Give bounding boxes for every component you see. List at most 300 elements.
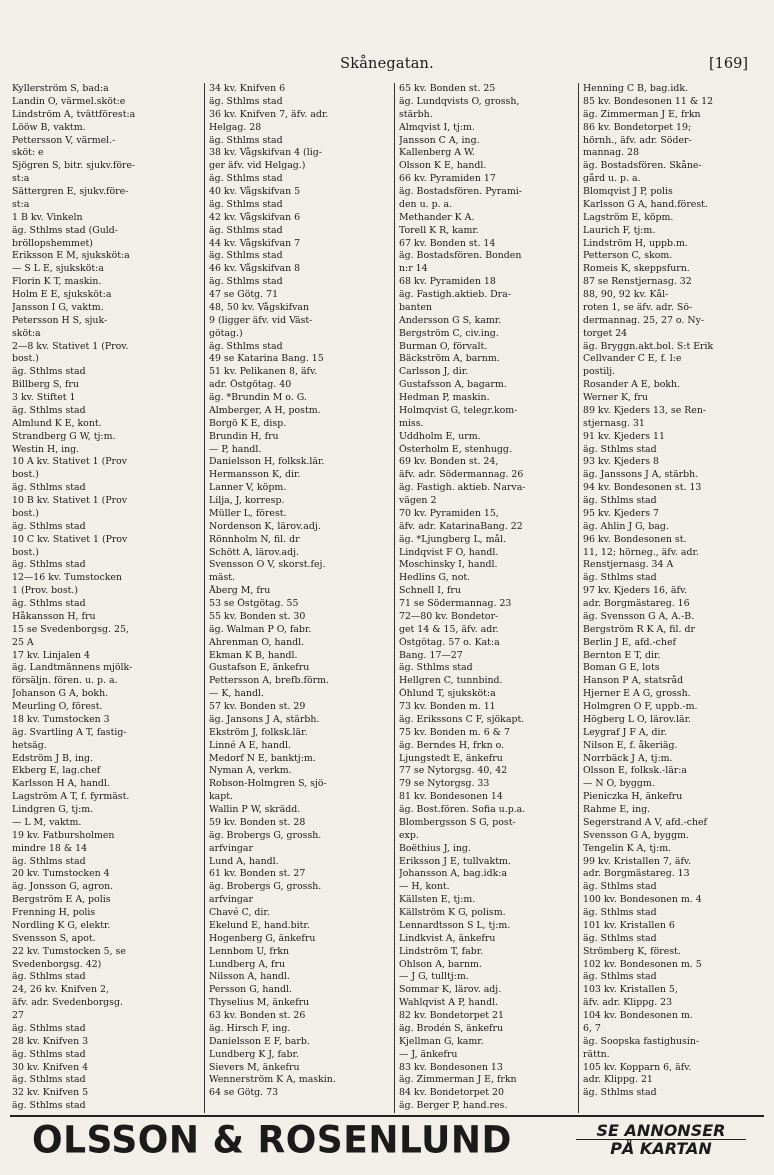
directory-entry: Robson-Holmgren S, sjö-: [209, 778, 327, 790]
directory-entry: Nordenson K, lärov.adj.: [209, 520, 321, 532]
directory-entry: äfv. adr. Svedenborgsg.: [12, 997, 123, 1009]
directory-entry: bost.): [12, 469, 39, 481]
tagline-line-2: PÅ KARTAN: [610, 1139, 712, 1158]
directory-entry: äg. Jansons J A, stärbh.: [209, 713, 320, 725]
directory-entry: Boëthius J, ing.: [399, 842, 471, 854]
directory-entry: Burman O, förvalt.: [399, 340, 488, 352]
directory-entry: 104 kv. Bondesonen m.: [583, 1010, 693, 1021]
directory-entry: 95 kv. Kjeders 7: [583, 507, 659, 519]
directory-entry: Almberger, A H, postm.: [209, 404, 321, 416]
directory-entry: äfv. adr. KatarinaBang. 22: [399, 520, 523, 532]
directory-entry: götag.): [209, 327, 243, 339]
directory-entry: Håkansson H, fru: [12, 610, 96, 622]
directory-entry: Westin H, ing.: [12, 443, 80, 455]
directory-entry: Blomqvist J P, polis: [583, 186, 673, 197]
directory-entry: 89 kv. Kjeders 13, se Ren-: [583, 404, 707, 416]
directory-entry: Chavé C, dir.: [209, 907, 270, 918]
directory-entry: 101 kv. Kristallen 6: [583, 919, 675, 931]
directory-entry: st:a: [12, 173, 30, 185]
directory-entry: Cellvander C E, f. l:e: [583, 353, 682, 365]
directory-entry: Andersson G S, kamr.: [399, 314, 502, 326]
directory-entry: äg. Sthlms stad: [12, 1022, 86, 1034]
tagline-line-1: SE ANNONSER: [576, 1122, 746, 1140]
directory-entry: äg. Zimmerman J E, frkn: [399, 1074, 517, 1086]
directory-entry: äg. Sthlms stad: [12, 520, 86, 532]
directory-entry: äg. Jonsson G, agron.: [12, 881, 114, 893]
directory-entry: 61 kv. Bonden st. 27: [209, 868, 306, 880]
directory-entry: Wennerström K A, maskin.: [209, 1074, 336, 1086]
directory-entry: arfvingar: [209, 842, 253, 854]
directory-entry: dermannag. 25, 27 o. Ny-: [583, 314, 705, 326]
directory-entry: Brundin H, fru: [209, 430, 279, 442]
directory-entry: Persson G, handl.: [209, 984, 292, 996]
directory-entry: Holmgren O F, uppb.-m.: [583, 701, 698, 712]
directory-entry: mannag. 28: [583, 147, 640, 159]
directory-entry: Segerstrand A V, afd.-chef: [583, 816, 708, 828]
directory-entry: 94 kv. Bondesonen st. 13: [583, 482, 702, 494]
directory-entry: 75 kv. Bonden m. 6 & 7: [399, 726, 510, 738]
directory-column-2: [204, 83, 394, 1113]
directory-entry: äg. Janssons J A, stärbh.: [583, 469, 699, 481]
directory-entry: Pettersson A, brefb.förm.: [209, 675, 329, 687]
directory-entry: Frenning H, polis: [12, 907, 96, 918]
directory-entry: Wahlqvist A P, handl.: [399, 997, 499, 1009]
directory-entry: 10 A kv. Stativet 1 (Prov: [12, 456, 127, 468]
directory-entry: Svensson S, apot.: [12, 932, 96, 944]
directory-entry: Källström K G, polism.: [399, 907, 506, 918]
directory-entry: Lagström A T, f. fyrmäst.: [12, 791, 130, 803]
directory-entry: Linné A E, handl.: [209, 739, 292, 751]
directory-entry: Johanson G A, bokh.: [12, 688, 109, 700]
directory-entry: 100 kv. Bondesonen m. 4: [583, 894, 702, 906]
directory-entry: bost.): [12, 353, 39, 365]
directory-entry: 65 kv. Bonden st. 25: [399, 83, 496, 94]
directory-entry: Bergström E A, polis: [12, 894, 111, 906]
directory-entry: Berlin J E, afd.-chef: [583, 636, 676, 648]
directory-entry: Högberg L O, lärov.lär.: [583, 713, 692, 725]
directory-entry: — S L E, sjuksköt:a: [12, 263, 104, 275]
directory-entry: vägen 2: [399, 495, 437, 506]
directory-entry: Müller L, förest.: [209, 507, 287, 519]
directory-entry: 38 kv. Vågskifvan 4 (lig-: [209, 147, 322, 159]
directory-entry: st:a: [12, 198, 30, 210]
directory-entry: Åberg M, fru: [209, 585, 271, 597]
directory-entry: äg. Sthlms stad: [583, 1087, 657, 1099]
directory-entry: Lööw B, vaktm.: [12, 121, 86, 133]
directory-entry: Henning C B, bag.idk.: [583, 83, 689, 94]
directory-entry: Lanner V, köpm.: [209, 482, 287, 494]
directory-entry: Nilson E, f. åkeriäg.: [583, 739, 678, 751]
directory-entry: — J G, tulltj:m.: [399, 971, 469, 983]
directory-entry: äg. Sthlms stad: [12, 1100, 86, 1112]
directory-entry: Edström J B, ing.: [12, 752, 94, 764]
directory-entry: 53 se Östgötag. 55: [209, 598, 299, 609]
directory-entry: Blombergsson S G, post-: [399, 816, 516, 828]
directory-entry: äg. Lundqvists O, grossh,: [399, 95, 520, 107]
directory-entry: Schött A, lärov.adj.: [209, 546, 299, 558]
directory-entry: Svedenborgsg. 42): [12, 958, 102, 970]
directory-entry: 85 kv. Bondesonen 11 & 12: [583, 95, 714, 107]
directory-entry: Werner K, fru: [583, 392, 648, 403]
directory-entry: 91 kv. Kjeders 11: [583, 430, 665, 442]
directory-entry: 10 C kv. Stativet 1 (Prov: [12, 533, 128, 545]
directory-entry: Olsson K E, handl.: [399, 160, 487, 172]
directory-entry: äg. Sthlms stad: [12, 366, 86, 378]
directory-entry: 32 kv. Knifven 5: [12, 1087, 89, 1099]
directory-entry: äg. Berger P, hand.res.: [399, 1100, 508, 1112]
directory-entry: Kjellman G, kamr.: [399, 1035, 484, 1047]
directory-entry: bröllopshemmet): [12, 237, 93, 249]
directory-entry: Gustafsson A, bagarm.: [399, 379, 507, 391]
directory-entry: Rosander A E, bokh.: [583, 379, 681, 391]
directory-entry: Torell K R, kamr.: [399, 224, 479, 236]
directory-entry: Bang. 17—27: [399, 649, 463, 661]
directory-entry: Gustafson E, änkefru: [209, 662, 310, 674]
directory-entry: 96 kv. Bondesonen st.: [583, 533, 687, 545]
directory-entry: äg. Bost.fören. Sofia u.p.a.: [399, 804, 526, 815]
directory-entry: Lundberg K J, fabr.: [209, 1048, 299, 1060]
directory-entry: 70 kv. Pyramiden 15,: [399, 507, 499, 519]
directory-entry: Hedman P, maskin.: [399, 392, 490, 403]
directory-entry: Källsten E, tj:m.: [399, 894, 476, 906]
directory-entry: — N O, byggm.: [583, 778, 655, 790]
directory-entry: 34 kv. Knifven 6: [209, 83, 286, 94]
directory-entry: — J, änkefru: [399, 1048, 458, 1060]
directory-entry: Medorf N E, banktj:m.: [209, 752, 316, 764]
directory-entry: 12—16 kv. Tumstocken: [12, 572, 122, 584]
directory-entry: Ljungstedt E, änkefru: [399, 752, 503, 764]
directory-entry: äg. Walman P O, fabr.: [209, 623, 312, 635]
directory-entry: 64 se Götg. 73: [209, 1087, 279, 1099]
directory-entry: — P, handl.: [209, 443, 262, 455]
directory-entry: roten 1, se äfv. adr. Sö-: [583, 301, 693, 313]
directory-entry: Nordling K G, elektr.: [12, 919, 111, 931]
directory-entry: Landin O, värmel.sköt:e: [12, 95, 126, 107]
directory-entry: äg. Sthlms stad: [12, 404, 86, 416]
directory-entry: försäljn. fören. u. p. a.: [12, 675, 118, 687]
directory-entry: Helgag. 28: [209, 121, 262, 133]
directory-entry: 2—8 kv. Stativet 1 (Prov.: [12, 340, 129, 352]
directory-entry: 15 se Svedenborgsg. 25,: [12, 623, 129, 635]
directory-entry: Schnell I, fru: [399, 585, 461, 597]
directory-entry: Strandberg G W, tj:m.: [12, 430, 116, 442]
directory-entry: 86 kv. Bondetorpet 19;: [583, 121, 692, 133]
directory-entry: Kallenberg A W.: [399, 147, 475, 159]
directory-entry: Bergström C, civ.ing.: [399, 327, 499, 339]
directory-entry: äg. Brodén S, änkefru: [399, 1022, 504, 1034]
directory-entry: — L M, vaktm.: [12, 816, 82, 828]
directory-entry: banten: [399, 301, 432, 313]
directory-entry: n:r 14: [399, 263, 428, 275]
directory-entry: äg. *Ljungberg L, mål.: [399, 533, 507, 545]
directory-entry: Bernton E T, dir.: [583, 649, 661, 661]
advertisement-banner: [10, 1115, 764, 1165]
directory-entry: 1 (Prov. bost.): [12, 585, 79, 597]
directory-entry: hetsäg.: [12, 739, 47, 751]
directory-entry: äg. Sthlms stad: [209, 340, 283, 352]
directory-entry: äg. Erikssons C F, sjökapt.: [399, 713, 525, 725]
directory-entry: Uddholm E, urm.: [399, 430, 481, 442]
directory-entry: äg. Sthlms stad: [209, 198, 283, 210]
directory-entry: 28 kv. Knifven 3: [12, 1035, 89, 1047]
directory-entry: äg. Sthlms stad: [12, 855, 86, 867]
directory-entry: Sommar K, lärov. adj.: [399, 984, 502, 996]
directory-entry: Holmqvist G, telegr.kom-: [399, 404, 518, 416]
directory-entry: 77 se Nytorgsg. 40, 42: [399, 765, 508, 777]
directory-entry: 55 kv. Bonden st. 30: [209, 610, 306, 622]
directory-entry: Billberg S, fru: [12, 379, 79, 391]
directory-entry: 105 kv. Kopparn 6, äfv.: [583, 1061, 692, 1073]
directory-entry: 57 kv. Bonden st. 29: [209, 701, 306, 712]
directory-entry: äg. *Brundin M o. G.: [209, 392, 307, 403]
directory-entry: äg. Landtmännens mjölk-: [12, 662, 133, 674]
directory-entry: 99 kv. Kristallen 7, äfv.: [583, 855, 692, 867]
directory-entry: 30 kv. Knifven 4: [12, 1061, 89, 1073]
directory-entry: 66 kv. Pyramiden 17: [399, 173, 496, 185]
directory-entry: Holm E E, sjuksköt:a: [12, 289, 112, 300]
directory-entry: 44 kv. Vågskifvan 7: [209, 237, 301, 249]
directory-entry: äg. Sthlms stad: [209, 134, 283, 146]
directory-entry: stärbh.: [399, 108, 433, 120]
directory-entry: 19 kv. Fatbursholmen: [12, 829, 115, 841]
directory-entry: sköt:a: [12, 327, 41, 339]
directory-entry: äg. Sthlms stad: [583, 443, 657, 455]
directory-entry: kapt.: [209, 791, 234, 803]
directory-entry: Norrbäck J A, tj:m.: [583, 752, 673, 764]
directory-entry: Karlsson G A, hand.förest.: [583, 198, 708, 210]
directory-entry: äg. Sthlms stad: [583, 932, 657, 944]
directory-entry: 79 se Nytorgsg. 33: [399, 778, 490, 790]
directory-entry: 27: [12, 1010, 24, 1021]
directory-entry: adr. Östgötag. 40: [209, 379, 292, 391]
directory-entry: den u. p. a.: [399, 198, 453, 210]
directory-entry: 72—80 kv. Bondetor-: [399, 610, 499, 622]
directory-entry: Eriksson J E, tullvaktm.: [399, 855, 511, 867]
directory-entry: Hermansson K, dir.: [209, 469, 301, 481]
directory-entry: Lindqvist F O, handl.: [399, 546, 499, 558]
directory-entry: äg. Sthlms stad: [209, 95, 283, 107]
directory-entry: 47 se Götg. 71: [209, 289, 279, 300]
directory-entry: Jansson I G, vaktm.: [12, 301, 104, 313]
directory-entry: äfv. adr. Klippg. 23: [583, 997, 673, 1009]
directory-column-3: [394, 83, 578, 1113]
directory-entry: äg. Ahlin J G, bag.: [583, 520, 669, 532]
directory-entry: Meurling O, förest.: [12, 701, 103, 712]
directory-entry: Boman G E, lots: [583, 662, 660, 674]
directory-entry: postilj.: [583, 366, 616, 378]
directory-entry: Methander K A.: [399, 211, 475, 223]
directory-entry: Florin K T, maskin.: [12, 276, 102, 288]
directory-entry: äg. Sthlms stad: [12, 1074, 86, 1086]
directory-entry: 18 kv. Tumstocken 3: [12, 713, 110, 725]
directory-entry: Rahme E, ing.: [583, 804, 651, 815]
directory-entry: äg. Bostadsfören. Bonden: [399, 250, 522, 262]
directory-entry: Carlsson J, dir.: [399, 366, 469, 378]
directory-entry: 71 se Södermannag. 23: [399, 598, 512, 609]
directory-entry: 17 kv. Linjalen 4: [12, 649, 91, 661]
directory-entry: 69 kv. Bonden st. 24,: [399, 456, 499, 468]
directory-entry: Kyllerström S, bad:a: [12, 83, 109, 94]
directory-entry: 40 kv. Vågskifvan 5: [209, 186, 301, 197]
directory-entry: mindre 18 & 14: [12, 842, 88, 854]
page-number: [169]: [709, 56, 748, 72]
directory-entry: äg. Sthlms stad: [12, 482, 86, 494]
directory-entry: Sjögren S, bitr. sjukv.före-: [12, 160, 136, 172]
directory-entry: Lindström A, tvättförest:a: [12, 108, 136, 120]
directory-entry: adr. Borgmästareg. 13: [583, 868, 690, 880]
directory-entry: äg. Brobergs G, grossh.: [209, 881, 322, 893]
directory-entry: äg. Fastigh.aktieb. Dra-: [399, 289, 511, 300]
directory-entry: Hanson P A, statsråd: [583, 675, 684, 687]
page-header: [12, 56, 762, 78]
directory-entry: äg. Fastigh. aktieb. Narva-: [399, 482, 526, 494]
directory-entry: Almlund K E, kont.: [12, 417, 102, 429]
directory-entry: äg. Sthlms stad: [583, 881, 657, 893]
directory-column-4: [578, 83, 770, 1113]
directory-entry: äg. Sthlms stad: [583, 971, 657, 983]
directory-entry: äg. Brobergs G, grossh.: [209, 829, 322, 841]
directory-entry: äg. Sthlms stad: [12, 971, 86, 983]
directory-entry: Österholm E, stenhugg.: [399, 443, 512, 455]
directory-entry: Rönnholm N, fil. dr: [209, 533, 300, 545]
directory-entry: 73 kv. Bonden m. 11: [399, 701, 496, 712]
directory-entry: 51 kv. Pelikanen 8, äfv.: [209, 366, 318, 378]
directory-entry: äg. Sthlms stad: [12, 559, 86, 571]
directory-entry: 24, 26 kv. Knifven 2,: [12, 984, 109, 996]
directory-entry: Almqvist I, tj:m.: [399, 121, 475, 133]
directory-entry: 87 se Renstjernasg. 32: [583, 276, 692, 288]
directory-entry: Sievers M, änkefru: [209, 1061, 300, 1073]
directory-entry: äg. Sthlms stad: [209, 250, 283, 262]
directory-entry: 68 kv. Pyramiden 18: [399, 276, 496, 288]
directory-entry: 46 kv. Vågskifvan 8: [209, 263, 301, 275]
directory-entry: Leygraf J F A, dir.: [583, 726, 667, 738]
directory-entry: Lindström H, uppb.m.: [583, 237, 688, 249]
directory-entry: äg. Sthlms stad: [209, 173, 283, 185]
directory-entry: Petersson H S, sjuk-: [12, 314, 108, 326]
directory-entry: äg. Soopska fastighusin-: [583, 1035, 700, 1047]
directory-entry: stjernasg. 31: [583, 417, 645, 429]
directory-entry: äg. Sthlms stad: [12, 598, 86, 609]
directory-entry: äg. Zimmerman J E, frkn: [583, 108, 701, 120]
directory-entry: Bergström R K A, fil. dr: [583, 623, 695, 635]
directory-entry: 11, 12; hörneg., äfv. adr.: [583, 546, 699, 558]
directory-entry: 20 kv. Tumstocken 4: [12, 868, 110, 880]
directory-entry: 36 kv. Knifven 7, äfv. adr.: [209, 108, 329, 120]
directory-entry: Ahrenman O, handl.: [209, 636, 305, 648]
directory-entry: sköt: e: [12, 147, 44, 159]
directory-entry: Romeis K, skeppsfurn.: [583, 263, 690, 275]
directory-entry: äg. Sthlms stad: [209, 224, 283, 236]
directory-entry: bost.): [12, 546, 39, 558]
directory-entry: Johansson A, bag.idk:a: [399, 868, 508, 880]
directory-entry: Danielsson H, folksk.lär.: [209, 456, 325, 468]
directory-entry: 84 kv. Bondetorpet 20: [399, 1087, 504, 1099]
directory-entry: 83 kv. Bondesonen 13: [399, 1061, 503, 1073]
directory-entry: äg. Hirsch F, ing.: [209, 1022, 291, 1034]
directory-entry: — H, kont.: [399, 881, 450, 893]
directory-entry: Ekberg E, lag.chef: [12, 765, 101, 777]
advertiser-name: OLSSON & ROSENLUND: [32, 1118, 512, 1163]
directory-entry: äg. Svensson G A, A.-B.: [583, 610, 695, 622]
directory-entry: Östgötag. 57 o. Kat:a: [399, 636, 500, 648]
directory-entry: Olsson E, folksk.-lär:a: [583, 765, 688, 777]
directory-entry: Lindgren G, tj:m.: [12, 804, 94, 815]
street-heading: Skånegatan.: [340, 56, 434, 72]
directory-entry: Petterson C, skom.: [583, 250, 673, 262]
advertisement-tagline: [576, 1122, 746, 1157]
directory-entry: 25 A: [12, 636, 34, 648]
directory-column-1: [8, 83, 204, 1113]
directory-entry: Wallin P W, skrädd.: [209, 804, 301, 815]
directory-entry: äg. Sthlms stad: [209, 276, 283, 288]
directory-entry: torget 24: [583, 327, 628, 339]
directory-entry: 6, 7: [583, 1022, 601, 1034]
directory-entry: Renstjernasg. 34 A: [583, 559, 674, 571]
directory-entry: arfvingar: [209, 894, 253, 906]
directory-entry: äg. Sthlms stad (Guld-: [12, 224, 118, 236]
directory-entry: Lilja, J, korresp.: [209, 495, 285, 506]
directory-entry: 42 kv. Vågskifvan 6: [209, 211, 301, 223]
directory-entry: äg. Bostadsfören. Pyrami-: [399, 186, 522, 197]
directory-entry: Bäckström A, barnm.: [399, 353, 500, 365]
directory-entry: 48, 50 kv. Vågskifvan: [209, 301, 310, 313]
directory-entry: Borgö K E, disp.: [209, 417, 287, 429]
directory-entry: 9 (ligger äfv. vid Väst-: [209, 314, 313, 326]
directory-entry: Lagström E, köpm.: [583, 211, 674, 223]
directory-entry: Karlsson H A, handl.: [12, 778, 110, 790]
directory-entry: miss.: [399, 417, 424, 429]
directory-entry: adr. Borgmästareg. 16: [583, 598, 690, 609]
directory-entry: rättn.: [583, 1048, 610, 1060]
directory-entry: 59 kv. Bonden st. 28: [209, 816, 306, 828]
directory-entry: äg. Sthlms stad: [583, 907, 657, 918]
directory-entry: Pettersson V, värmel.-: [12, 134, 116, 146]
directory-entry: bost.): [12, 507, 39, 519]
directory-entry: äg. Berndes H, frkn o.: [399, 739, 505, 751]
directory-entry: gård u. p. a.: [583, 173, 641, 185]
directory-entry: 22 kv. Tumstocken 5, se: [12, 945, 126, 957]
directory-entry: äfv. adr. Södermannag. 26: [399, 469, 524, 481]
directory-entry: adr. Klippg. 21: [583, 1074, 653, 1086]
directory-entry: 81 kv. Bondesonen 14: [399, 791, 503, 803]
directory-entry: 102 kv. Bondesonen m. 5: [583, 958, 702, 970]
directory-entry: 63 kv. Bonden st. 26: [209, 1010, 306, 1021]
directory-entry: 82 kv. Bondetorpet 21: [399, 1010, 504, 1021]
directory-entry: Moschinsky I, handl.: [399, 559, 498, 571]
directory-entry: äg. Sthlms stad: [583, 572, 657, 584]
directory-entry: Lindström T, fabr.: [399, 945, 484, 957]
directory-entry: Lennbom U, frkn: [209, 945, 290, 957]
directory-entry: 1 B kv. Vinkeln: [12, 211, 83, 223]
directory-entry: — K, handl.: [209, 688, 264, 700]
directory-entry: Nyman A, verkm.: [209, 765, 292, 777]
directory-entry: 97 kv. Kjeders 16, äfv.: [583, 585, 688, 597]
directory-entry: Thyselius M, änkefru: [209, 997, 310, 1009]
directory-entry: 88, 90, 92 kv. Kål-: [583, 289, 669, 300]
directory-entry: äg. Svartling A T, fastig-: [12, 726, 127, 738]
directory-entry: Svensson O V, skorst.fej.: [209, 559, 326, 571]
directory-entry: Hogenberg G, änkefru: [209, 932, 316, 944]
directory-entry: äg. Sthlms stad: [12, 1048, 86, 1060]
directory-entry: Ohlson A, barnm.: [399, 958, 482, 970]
directory-entry: Lindkvist A, änkefru: [399, 932, 496, 944]
directory-entry: Ekström J, folksk.lär.: [209, 726, 308, 738]
directory-columns: [8, 83, 770, 1113]
directory-entry: Laurich F, tj:m.: [583, 224, 656, 236]
directory-entry: Öhlund T, sjuksköt:a: [399, 688, 496, 700]
directory-entry: exp.: [399, 829, 419, 841]
